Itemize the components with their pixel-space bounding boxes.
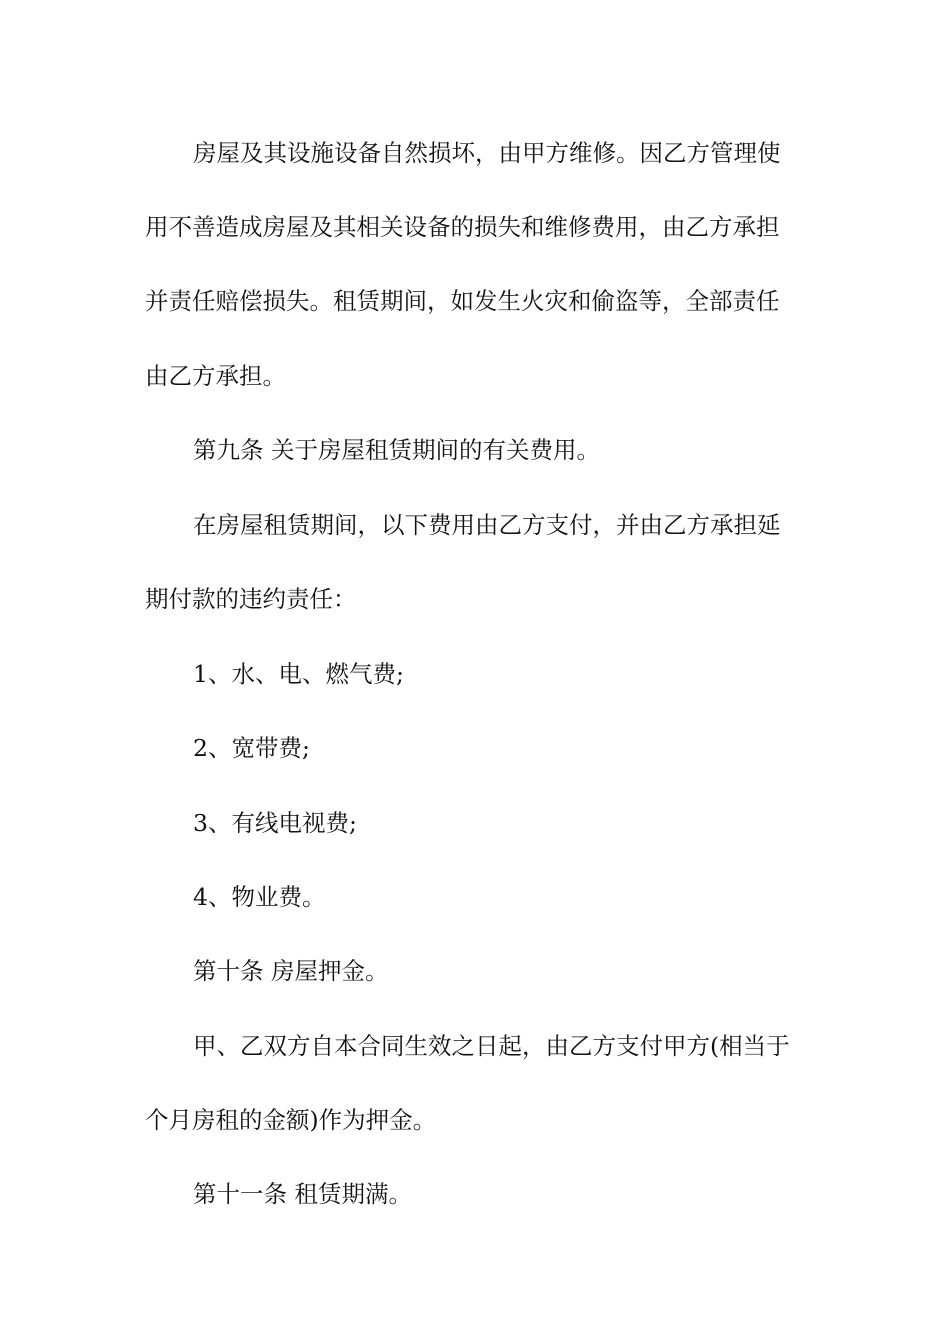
list-item: 4、物业费。 [193,883,326,911]
article-heading: 第十条 房屋押金。 [193,957,389,985]
list-item: 3、有线电视费; [193,809,357,837]
article-heading: 第九条 关于房屋租赁期间的有关费用。 [193,436,600,464]
paragraph-line: 在房屋租赁期间，以下费用由乙方支付，并由乙方承担延 [193,511,781,539]
paragraph-line: 并责任赔偿损失。租赁期间，如发生火灾和偷盗等，全部责任 [145,287,780,315]
paragraph-line: 由乙方承担。 [145,362,286,390]
paragraph-line: 甲、乙双方自本合同生效之日起，由乙方支付甲方(相当于 [193,1032,790,1060]
paragraph-line: 房屋及其设施设备自然损坏，由甲方维修。因乙方管理使 [193,139,781,167]
list-item: 2、宽带费; [193,734,310,762]
paragraph-line: 用不善造成房屋及其相关设备的损失和维修费用，由乙方承担 [145,213,780,241]
article-heading: 第十一条 租赁期满。 [193,1180,412,1208]
paragraph-line: 个月房租的金额)作为押金。 [145,1106,437,1134]
paragraph-line: 期付款的违约责任： [145,585,357,613]
list-item: 1、水、电、燃气费; [193,660,404,688]
